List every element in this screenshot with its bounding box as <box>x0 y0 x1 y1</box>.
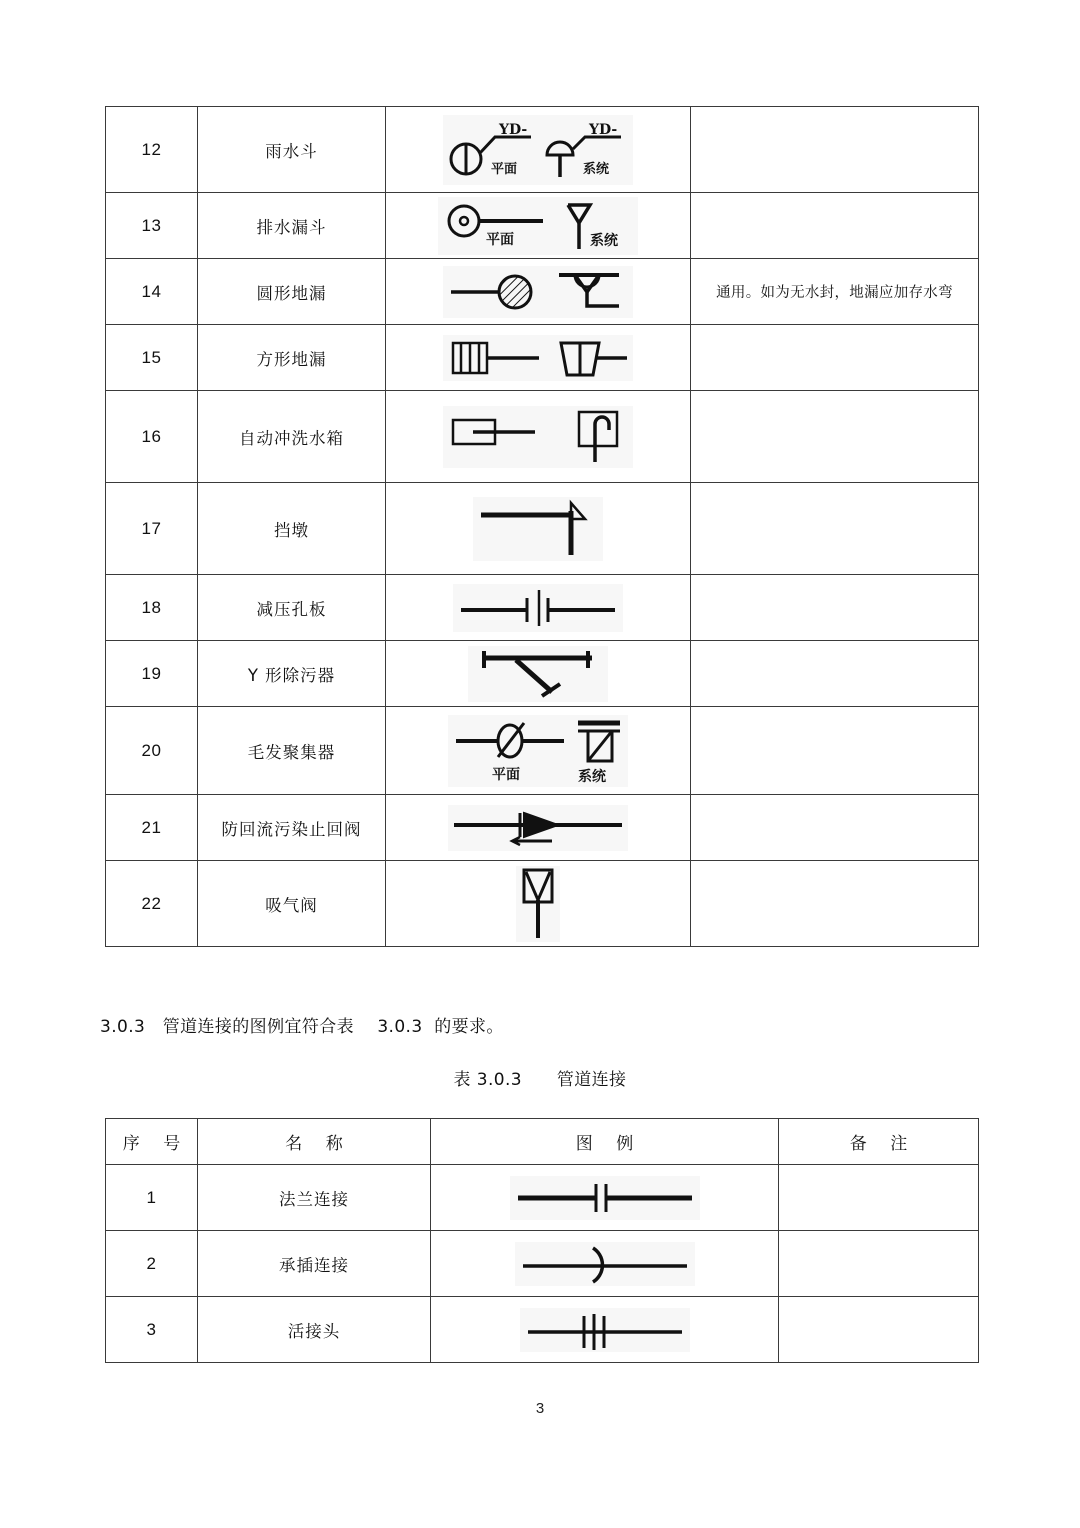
svg-text:平面: 平面 <box>492 766 520 783</box>
table-row <box>106 259 979 325</box>
row-symbol <box>386 795 691 861</box>
row-name: 自动冲洗水箱 <box>198 391 386 483</box>
table-row <box>106 193 979 259</box>
row-symbol <box>386 391 691 483</box>
row-remark <box>691 707 979 795</box>
table-row <box>106 795 979 861</box>
row-remark <box>779 1231 979 1297</box>
page-number: 3 <box>535 1400 545 1417</box>
row-remark <box>691 575 979 641</box>
row-name: 活接头 <box>198 1297 431 1363</box>
svg-text:YD-: YD- <box>499 121 528 138</box>
row-remark <box>691 795 979 861</box>
row-remark <box>779 1165 979 1231</box>
table-row <box>106 483 979 575</box>
svg-text:平面: 平面 <box>486 231 514 248</box>
row-name: 方形地漏 <box>198 325 386 391</box>
row-symbol <box>431 1165 779 1231</box>
y-strainer-icon <box>468 646 608 702</box>
table-row <box>106 641 979 707</box>
row-name: 圆形地漏 <box>198 259 386 325</box>
union-joint-icon <box>520 1308 690 1352</box>
row-symbol <box>386 483 691 575</box>
row-name: 雨水斗 <box>198 107 386 193</box>
clause-number: 3.0.3 <box>100 1017 146 1037</box>
row-symbol <box>386 861 691 947</box>
row-number: 21 <box>106 795 198 861</box>
row-symbol <box>431 1297 779 1363</box>
row-number: 1 <box>106 1165 198 1231</box>
row-symbol <box>386 325 691 391</box>
flange-connection-icon <box>510 1176 700 1220</box>
hair-collector-icon <box>448 715 628 787</box>
caption-title: 管道连接 <box>556 1070 627 1090</box>
row-name: 挡墩 <box>198 483 386 575</box>
table-row <box>106 861 979 947</box>
orifice-plate-icon <box>453 584 623 632</box>
row-name: 吸气阀 <box>198 861 386 947</box>
auto-flush-cistern-icon <box>443 406 633 468</box>
row-number: 3 <box>106 1297 198 1363</box>
socket-connection-icon <box>515 1242 695 1286</box>
svg-text:系统: 系统 <box>578 768 606 785</box>
header-remark: 备 注 <box>779 1119 979 1165</box>
pipe-connection-table <box>105 1118 979 1363</box>
table-row <box>106 1165 979 1231</box>
row-remark <box>691 107 979 193</box>
row-number: 20 <box>106 707 198 795</box>
row-remark: 通用。如为无水封，地漏应加存水弯 <box>691 259 979 325</box>
row-symbol <box>386 575 691 641</box>
header-no: 序 号 <box>106 1119 198 1165</box>
caption-label: 表 <box>453 1070 471 1090</box>
row-remark <box>691 391 979 483</box>
row-symbol <box>386 707 691 795</box>
row-name: 承插连接 <box>198 1231 431 1297</box>
table-header-row <box>106 1119 979 1165</box>
row-remark <box>691 483 979 575</box>
row-remark <box>691 641 979 707</box>
row-number: 16 <box>106 391 198 483</box>
row-name: 防回流污染止回阀 <box>198 795 386 861</box>
row-number: 17 <box>106 483 198 575</box>
row-name: 毛发聚集器 <box>198 707 386 795</box>
row-remark <box>691 325 979 391</box>
svg-text:系统: 系统 <box>583 161 610 177</box>
row-name: Y 形除污器 <box>198 641 386 707</box>
clause-ref: 3.0.3 <box>377 1017 423 1037</box>
row-remark <box>691 861 979 947</box>
header-symbol: 图 例 <box>431 1119 779 1165</box>
table-caption <box>0 1065 1080 1090</box>
symbol-table-continued <box>105 106 979 947</box>
row-symbol <box>431 1231 779 1297</box>
caption-number: 3.0.3 <box>476 1070 523 1090</box>
clause-paragraph <box>100 1012 504 1037</box>
row-number: 22 <box>106 861 198 947</box>
table-row <box>106 325 979 391</box>
svg-text:平面: 平面 <box>491 161 518 177</box>
air-admittance-valve-icon <box>516 866 560 942</box>
svg-text:YD-: YD- <box>589 121 618 138</box>
table-row <box>106 107 979 193</box>
header-name: 名 称 <box>198 1119 431 1165</box>
row-number: 12 <box>106 107 198 193</box>
row-number: 14 <box>106 259 198 325</box>
backflow-preventer-icon <box>448 805 628 851</box>
row-symbol <box>386 641 691 707</box>
row-number: 2 <box>106 1231 198 1297</box>
row-name: 法兰连接 <box>198 1165 431 1231</box>
clause-tail: 的要求。 <box>434 1017 504 1037</box>
drainage-funnel-icon <box>438 197 638 255</box>
clause-text: 管道连接的图例宜符合表 <box>162 1017 355 1037</box>
row-remark <box>691 193 979 259</box>
table-row <box>106 391 979 483</box>
row-name: 减压孔板 <box>198 575 386 641</box>
row-symbol <box>386 107 691 193</box>
svg-text:系统: 系统 <box>590 232 618 249</box>
row-remark <box>779 1297 979 1363</box>
round-floor-drain-icon <box>443 266 633 318</box>
row-symbol <box>386 193 691 259</box>
rainwater-scupper-icon <box>443 115 633 185</box>
row-number: 13 <box>106 193 198 259</box>
row-symbol <box>386 259 691 325</box>
row-number: 15 <box>106 325 198 391</box>
row-number: 18 <box>106 575 198 641</box>
square-floor-drain-icon <box>443 335 633 381</box>
table-row <box>106 707 979 795</box>
table-row <box>106 575 979 641</box>
thrust-block-icon <box>473 497 603 561</box>
row-number: 19 <box>106 641 198 707</box>
table-row <box>106 1297 979 1363</box>
row-name: 排水漏斗 <box>198 193 386 259</box>
table-row <box>106 1231 979 1297</box>
